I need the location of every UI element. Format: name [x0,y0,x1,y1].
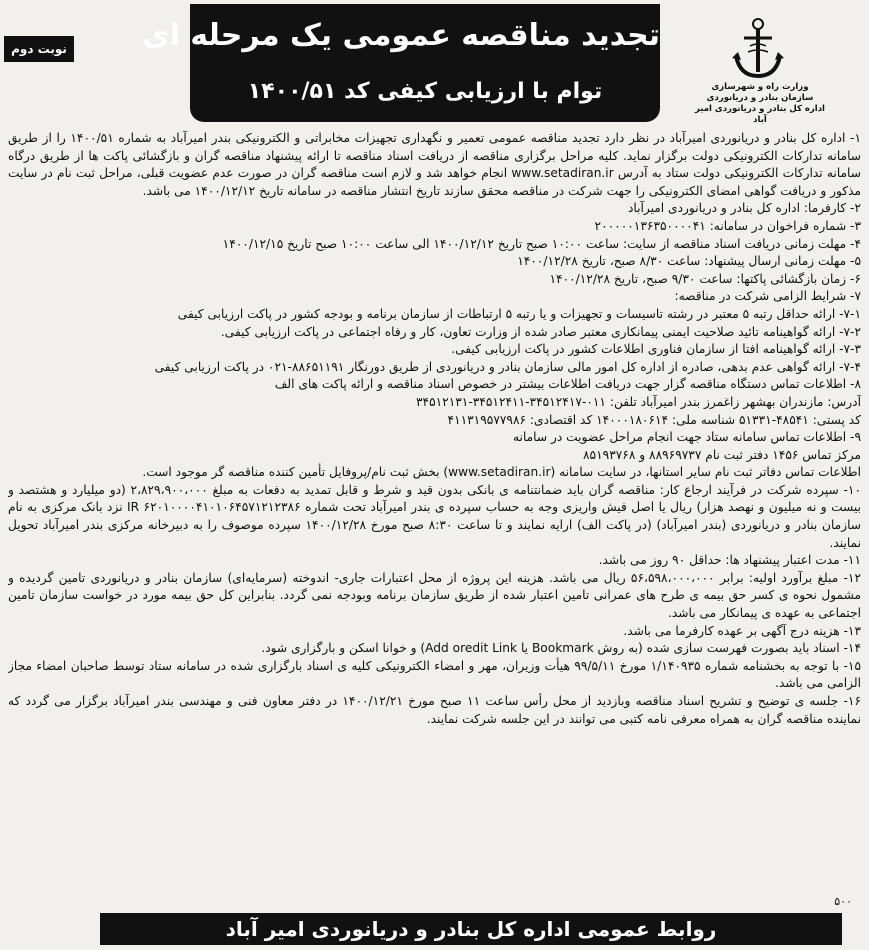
public-relations-footer: روابط عمومی اداره کل بنادر و دریانوردی امیر آباد [100,913,842,945]
clause-4: ۴- مهلت زمانی دریافت اسناد مناقصه از سایت: ساعت ۱۰:۰۰ صبح تاریخ ۱۴۰۰/۱۲/۱۲ الی ساعت ۱۰:۰۰ صبح تاریخ ۱۴۰۰/۱۲/۱۵ [222,236,861,251]
organization-block [690,82,830,126]
clause-6: ۶- زمان بازگشائی پاکتها: ساعت ۹/۳۰ صبح، تاریخ ۱۴۰۰/۱۲/۲۸ [549,271,861,286]
clause-8: ۸- اطلاعات تماس دستگاه مناقصه گزار جهت دریافت اطلاعات بیشتر در خصوص اسناد مناقصه و ارائه پاکت های الف [274,377,861,392]
registration-offices: اطلاعات تماس دفاتر ثبت نام سایر استانها، در سایت سامانه (www.setadiran.ir) بخش ثبت نام/پروفایل تأمین کننده مناقصه گر موجود است. [142,465,861,480]
notice-subtitle: توام با ارزیابی کیفی کد ۱۴۰۰/۵۱ [247,79,603,104]
call-center: مرکز تماس ۱۴۵۶ دفتر ثبت نام ۸۸۹۶۹۷۳۷ و ۸۵۱۹۳۷۶۸ [583,447,861,462]
org-ministry: وزارت راه و شهرسازی [711,82,809,92]
notice-header [0,0,869,128]
ad-number: ۵۰۰ [834,895,852,908]
clause-7: ۷- شرایط الزامی شرکت در مناقصه: [674,289,861,304]
notice-body [8,130,861,900]
clause-3: ۳- شماره فراخوان در سامانه: ۲۰۰۰۰۰۱۳۶۳۵۰۰۰۰۴۱ [594,218,861,233]
clause-12: ۱۲- مبلغ برآورد اولیه: برابر ۵۶،۵۹۸،۰۰۰،۰۰۰ ریال می باشد. هزینه این پروژه از محل اعتبارات جاری- اندوخته (سرمایه‌ای) سازمان بنادر و دریانوردی تامین گردیده و مشمول نحوه ی کسر حق بیمه ی طرح های عمرانی تامین اعتبار شده از طریق سازمان برنامه وبودجه نمی گردد. بنابراین کل حق بیمه مورد در خواست سازمان تامین اجتماعی به عهده ی پیمانکار می باشد. [8,570,861,621]
org-organization: سازمان بنادر و دریانوردی [706,93,814,103]
clause-7-3: ۷-۳- ارائه گواهینامه افتا از سازمان فناوری اطلاعات کشور در پاکت ارزیابی کیفی. [451,342,861,357]
clause-7-2: ۷-۲- ارائه گواهینامه تائید صلاحیت ایمنی پیمانکاری معتبر صادر شده از وزارت تعاون، کار و رفاه اجتماعی در پاکت ارزیابی کیفی. [220,324,861,339]
clause-11: ۱۱- مدت اعتبار پیشنهاد ها: حداقل ۹۰ روز می باشد. [598,553,861,568]
round-badge: نوبت دوم [4,36,74,62]
clause-15: ۱۵- با توجه به بخشنامه شماره ۱/۱۴۰۹۳۵ مورخ ۹۹/۵/۱۱ هیأت وزیران، مهر و امضاء الکترونیکی کلیه ی اسناد بارگزاری شده در سامانه ستاد توسط صاحبان امضاء مجاز الزامی می باشد. [8,658,861,691]
org-department: اداره کل بنادر و دریانوردی امیر آباد [695,104,825,125]
anchor-emblem-icon [728,14,788,84]
clause-5: ۵- مهلت زمانی ارسال پیشنهاد: ساعت ۸/۳۰ صبح، تاریخ ۱۴۰۰/۱۲/۲۸ [517,254,861,269]
clause-7-1: ۷-۱- ارائه حداقل رتبه ۵ معتبر در رشته تاسیسات و تجهیزات و یا رتبه ۵ ارتباطات از سازمان برنامه و بودجه کشور در پاکت ارزیابی کیفی [177,306,861,321]
title-banner [142,4,660,122]
contact-address: آدرس: مازندران بهشهر زاغمرز بندر امیرآباد تلفن: ۰۱۱-۳۴۵۱۲۴۱۷-۳۴۵۱۲۴۱۱-۳۴۵۱۲۱۳۱ [415,394,861,409]
clause-2: ۲- کارفرما: اداره کل بنادر و دریانوردی امیرآباد [627,201,861,216]
clause-14: ۱۴- اسناد باید بصورت فهرست سازی شده (به روش Bookmark یا Add oredit Link) و خوانا اسکن و بارگزاری شود. [261,641,861,656]
clause-10: ۱۰- سپرده شرکت در فرآیند ارجاع کار: مناقصه گران باید ضمانتنامه ی بانکی بدون قید و شرط و قابل تمدید به دفعات به مبلغ ۲،۸۲۹،۹۰۰،۰۰۰ (دو میلیارد و هشتصد و بیست و نه میلیون و نهصد هزار) ریال یا اصل فیش واریزی وجه به حساب سپرده ی بندر امیرآباد تحت شماره IR ۶۲۰۱۰۰۰۰۴۱۰۱۰۶۴۵۷۱۲۱۲۳۸۶ نزد بانک مرکزی به نام سازمان بنادر و دریانوردی (بندر امیرآباد) (در پاکت الف) ارایه نمایند و تا ساعت ۸:۳۰ صبح مورخ ۱۴۰۰/۱۲/۲۸ سپرده موصوف را به دبیرخانه مرکزی بندر امیرآباد تحویل نمایند. [8,482,861,550]
clause-1: ۱- اداره کل بنادر و دریانوردی امیرآباد در نظر دارد تجدید مناقصه عمومی تعمیر و نگهداری تجهیزات مخابراتی و الکترونیکی بندر امیرآباد به شماره ۱۴۰۰/۵۱ را از طریق سامانه تدارکات الکترونیکی دولت برگزار نماید. کلیه مراحل برگزاری مناقصه از دریافت اسناد مناقصه تا ارائه پیشنهاد مناقصه گران و بازگشائی پاکت ها از طریق درگاه سامانه تدارکات الکترونیکی دولت ستاد به آدرس www.setadiran.ir انجام خواهد شد و لازم است مناقصه گران در صورت عدم عضویت قبلی، مراحل ثبت نام در سایت مذکور و دریافت گواهی امضای الکترونیکی را جهت شرکت در مناقصه محقق سازند تاریخ انتشار مناقصه در سامانه تاریخ ۱۴۰۰/۱۲/۱۲ می باشد. [8,131,861,198]
clause-7-4: ۷-۴- ارائه گواهی عدم بدهی، صادره از اداره کل امور مالی سازمان بنادر و دریانوردی از طریق دورنگار ۸۸۶۵۱۱۹۱-۰۲۱ در پاکت ارزیابی کیفی [154,359,861,374]
notice-title: تجدید مناقصه عمومی یک مرحله ای [142,18,660,53]
contact-codes: کد پستی: ۴۸۵۴۱-۵۱۳۳۱ شناسه ملی: ۱۴۰۰۰۱۸۰۶۱۴ کد اقتصادی: ۴۱۱۳۱۹۵۷۷۹۸۶ [447,412,861,427]
clause-9: ۹- اطلاعات تماس سامانه ستاد جهت انجام مراحل عضویت در سامانه [513,430,861,445]
clause-16: ۱۶- جلسه ی توضیح و تشریح اسناد مناقصه وبازدید از محل رأس ساعت ۱۱ صبح مورخ ۱۴۰۰/۱۲/۲۱ در دفتر معاون فنی و مهندسی بندر امیرآباد برگزار می گردد که نماینده مناقصه گران به همراه معرفی نامه کتبی می توانند در این جلسه شرکت نمایند. [8,694,861,726]
clause-13: ۱۳- هزینه درج آگهی بر عهده کارفرما می باشد. [623,623,861,638]
